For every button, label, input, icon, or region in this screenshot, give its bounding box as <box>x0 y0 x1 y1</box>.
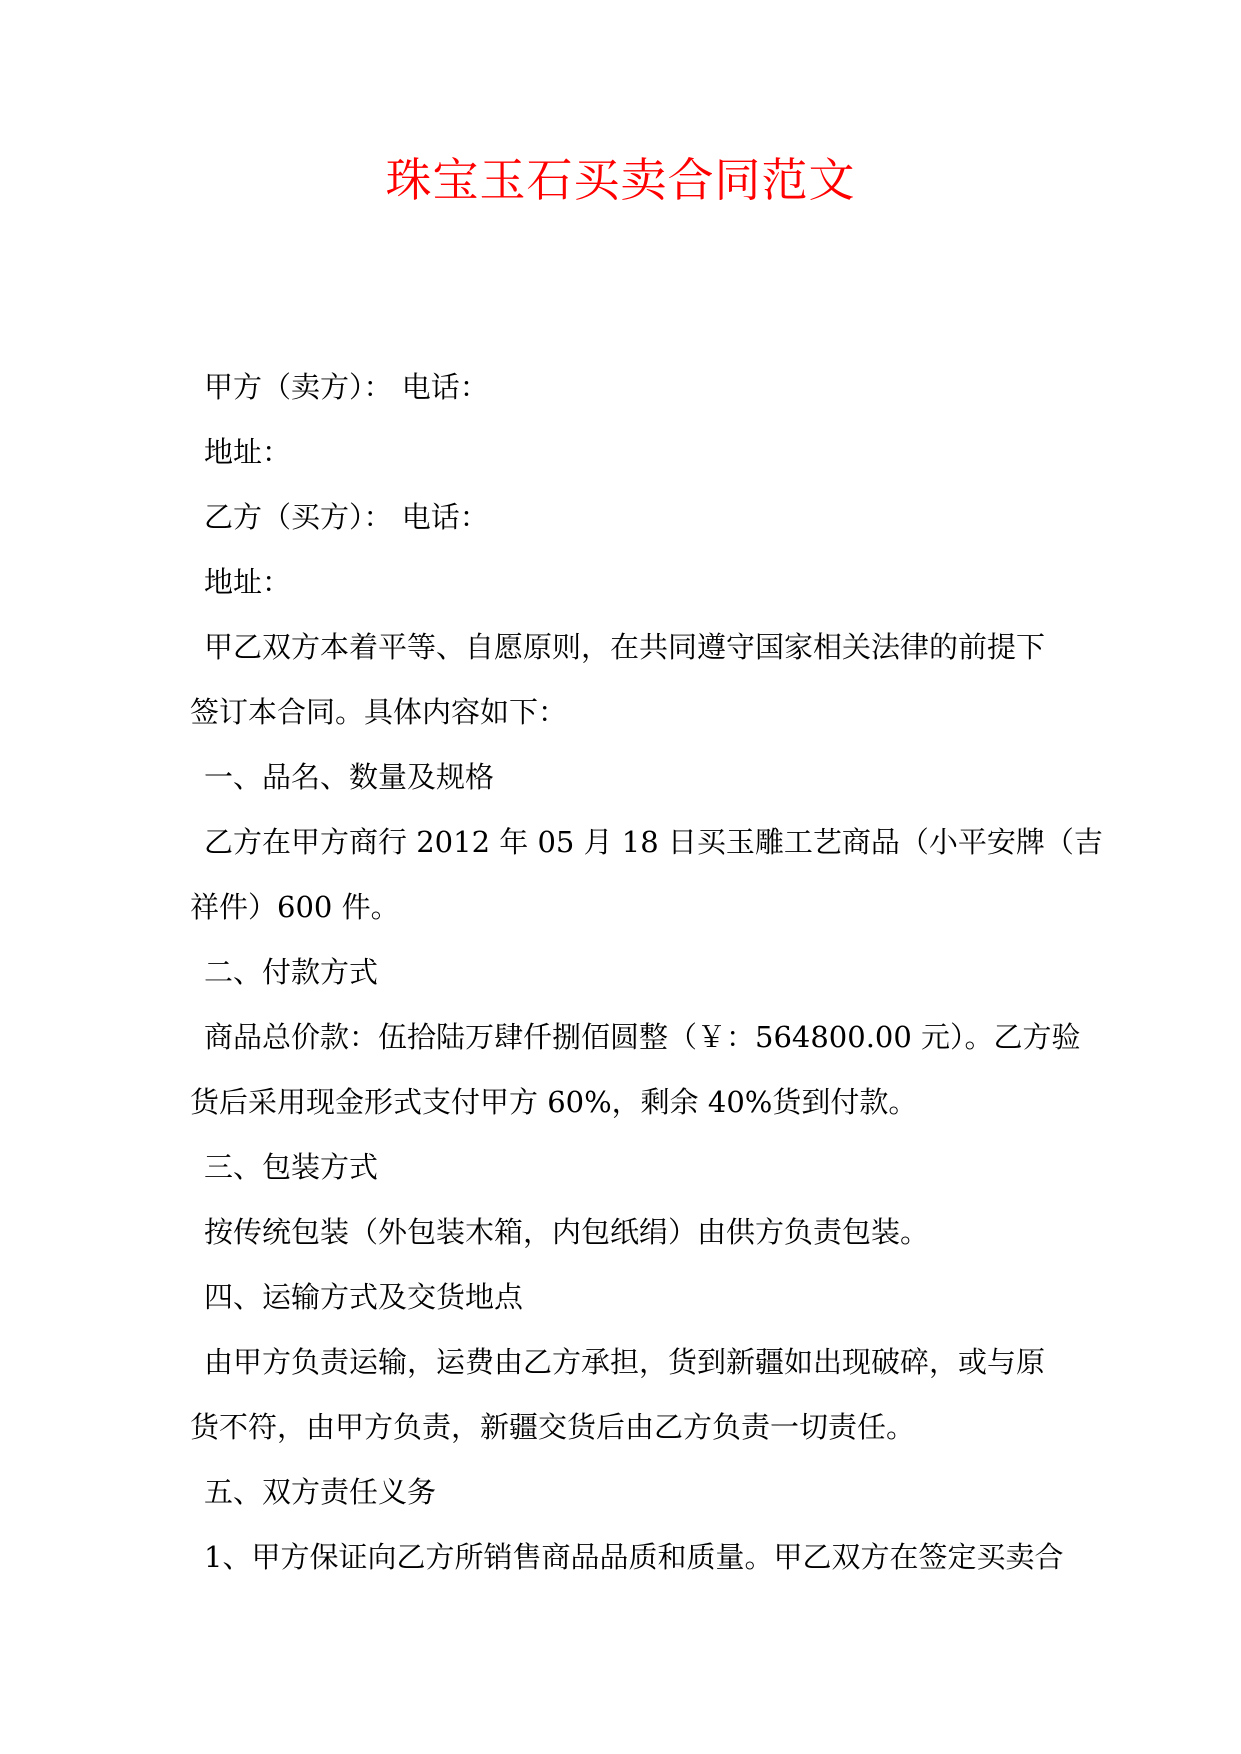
section-4-line-1: 由甲方负责运输，运费由乙方承担，货到新疆如出现破碎，或与原 <box>204 1345 1046 1379</box>
party-a-line: 甲方（卖方）： 电话： <box>204 370 489 404</box>
document-body <box>190 355 1103 1590</box>
section-heading-5: 五、双方责任义务 <box>204 1475 437 1509</box>
party-b-line: 乙方（买方）： 电话： <box>204 500 489 534</box>
party-b-address-line: 地址： <box>204 565 292 599</box>
section-heading-2: 二、付款方式 <box>204 955 379 989</box>
section-2-line-1: 商品总价款：伍拾陆万肆仟捌佰圆整（￥：564800.00 元）。乙方验 <box>204 1020 1081 1054</box>
section-1-line-1: 乙方在甲方商行 2012 年 05 月 18 日买玉雕工艺商品（小平安牌（吉 <box>204 825 1103 859</box>
section-heading-4: 四、运输方式及交货地点 <box>204 1280 524 1314</box>
section-3-line-1: 按传统包装（外包装木箱，内包纸绢）由供方负责包装。 <box>204 1215 930 1249</box>
section-heading-1: 一、品名、数量及规格 <box>204 760 495 794</box>
party-a-address-line: 地址： <box>204 435 292 469</box>
preamble-line-2: 签订本合同。具体内容如下： <box>190 695 568 729</box>
section-1-line-2: 祥件）600 件。 <box>190 890 400 924</box>
section-2-line-2: 货后采用现金形式支付甲方 60%，剩余 40%货到付款。 <box>190 1085 918 1119</box>
preamble-line-1: 甲乙双方本着平等、自愿原则，在共同遵守国家相关法律的前提下 <box>204 630 1046 664</box>
section-4-line-2: 货不符，由甲方负责，新疆交货后由乙方负责一切责任。 <box>190 1410 916 1444</box>
section-heading-3: 三、包装方式 <box>204 1150 379 1184</box>
section-5-line-1: 1、甲方保证向乙方所销售商品品质和质量。甲乙双方在签定买卖合 <box>204 1540 1064 1574</box>
document-title: 珠宝玉石买卖合同范文 <box>385 153 856 207</box>
